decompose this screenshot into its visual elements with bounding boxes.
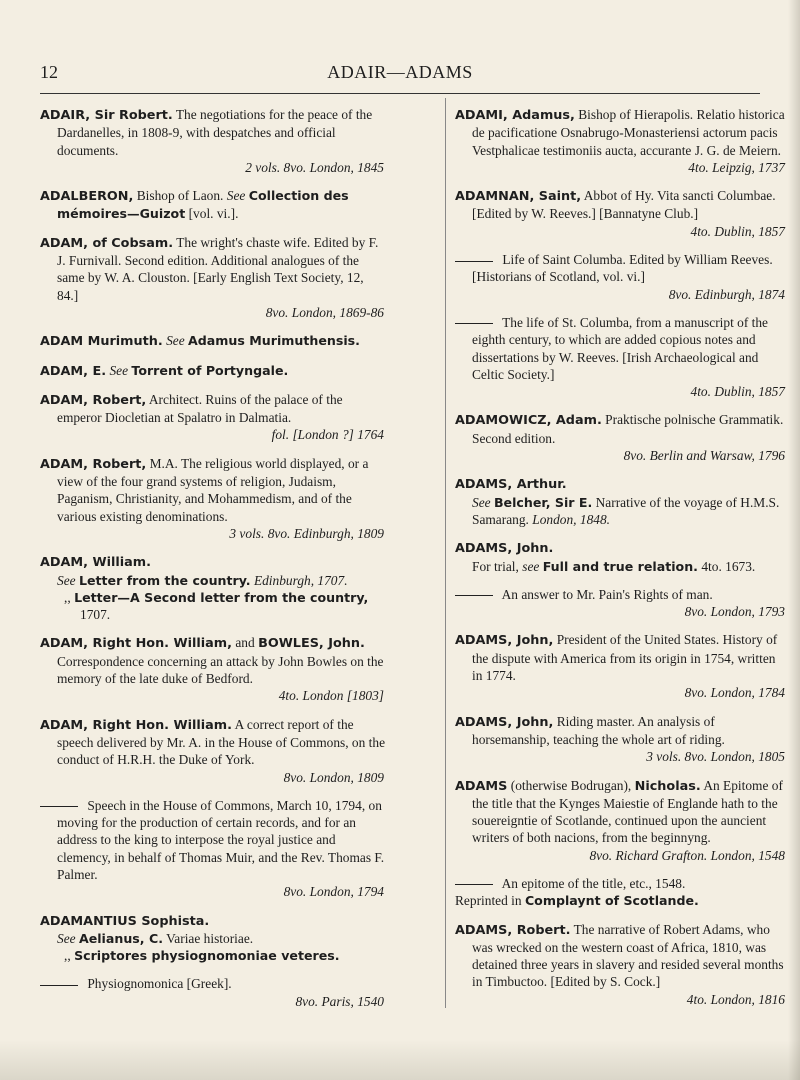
reprint-note: Reprinted in <box>455 893 522 909</box>
catalog-entry <box>40 362 388 380</box>
entry-imprint: 8vo. London, 1794 <box>283 884 384 900</box>
entry-heading-secondary: Nicholas. <box>634 778 701 794</box>
entry-heading-mid: (otherwise <box>510 777 568 793</box>
page-number: 12 <box>40 62 58 82</box>
entry-text: Riding master. An analysis of horsemanship, teaching the whole art of riding. <box>472 713 725 747</box>
entry-text: Bishop of Hierapolis. Relatio historica de pacificatione Osnabrugo-Monasteriensi actorum pacis Vestphalicae testimoniis aucta, accurante J. G. de Meiern. <box>472 107 785 158</box>
catalog-entry <box>455 875 789 910</box>
entry-imprint: 4to. Dublin, 1857 <box>690 384 785 400</box>
entry-imprint: 8vo. London, 1869-86 <box>265 304 384 320</box>
catalog-entry <box>40 634 388 704</box>
see-label: See <box>57 930 76 946</box>
entry-imprint: 4to. Leipzig, 1737 <box>688 159 785 175</box>
entry-heading: ADAM, Right Hon. William. <box>40 717 232 733</box>
entry-text: Abbot of Hy. Vita sancti Columbae. [Edited by W. Reeves.] [Bannatyne Club.] <box>472 188 776 222</box>
catalog-entry <box>455 921 789 1008</box>
catalog-entry <box>40 391 388 444</box>
cross-reference-link[interactable]: Belcher, Sir E. <box>493 494 593 510</box>
catalog-entry <box>40 716 388 786</box>
entry-heading: ADAMS, John. <box>455 541 554 557</box>
see-tail: Variae historiae. <box>166 930 254 946</box>
cross-reference-link[interactable]: Collection des mémoires—Guizot <box>57 188 349 222</box>
catalog-entry <box>40 797 388 901</box>
catalog-entry <box>455 251 789 303</box>
entry-heading: ADAMS, John, <box>455 633 554 649</box>
catalog-entry <box>40 234 388 321</box>
entry-text: Praktische polnische Grammatik. Second edition. <box>472 412 784 446</box>
catalog-entry <box>40 912 388 965</box>
ditto-dash <box>455 261 493 262</box>
see-tail: [vol. vi.]. <box>188 206 239 222</box>
entry-heading: ADAM, Robert, <box>40 456 147 472</box>
entry-text: Architect. Ruins of the palace of the emperor Diocletian at Spalatro in Dalmatia. <box>57 391 343 426</box>
entry-heading: ADAMOWICZ, Adam. <box>455 413 602 429</box>
entry-heading: ADAMANTIUS Sophista. <box>40 913 210 929</box>
entry-imprint: 8vo. London, 1809 <box>283 769 384 785</box>
catalog-entry <box>455 411 789 464</box>
see-label: see <box>522 558 540 574</box>
catalog-entry <box>40 187 388 223</box>
entry-heading: ADAM Murimuth. <box>40 334 163 350</box>
entry-text: An Epitome of the title that the Kynges Maiestie of Englande hath to the souereigntie of Scotlande, continued upon the auncient writers of both nacions, from the beginnyng. <box>472 777 783 846</box>
entry-imprint: 4to. London [1803] <box>278 688 384 704</box>
ditto-dash <box>455 595 493 596</box>
catalog-entry <box>455 187 789 240</box>
entry-heading: ADAIR, Sir Robert. <box>40 108 173 123</box>
entry-heading: ADAMI, Adamus, <box>455 108 575 123</box>
see-label: See <box>57 572 76 588</box>
entry-text: President of the United States. History of the dispute with America from its origin in 1754, written in 1774. <box>472 632 778 684</box>
left-column <box>40 106 388 1021</box>
catalog-entry <box>40 455 388 542</box>
catalog-entry <box>455 106 789 176</box>
entry-heading: ADAM, William. <box>40 555 151 571</box>
catalog-entry <box>40 106 388 176</box>
entry-heading: ADAM, Robert, <box>40 392 147 408</box>
cross-reference-link[interactable]: Aelianus, C. <box>78 930 163 946</box>
see-label: See <box>109 362 129 378</box>
see-label: See <box>166 333 185 349</box>
header-rule <box>40 93 760 94</box>
column-divider <box>445 98 446 1008</box>
see-tail: London, 1848. <box>532 511 610 527</box>
ditto-mark: ,, <box>64 589 71 605</box>
ditto-dash <box>40 985 78 986</box>
entry-heading-secondary: BOWLES, John. <box>258 636 365 652</box>
entry-text: M.A. The religious world displayed, or a view of the four grand systems of religion, Judaism, Paganism, Christianity, and Mohammedism, and of the various existing denominations. <box>57 455 369 524</box>
catalog-entry <box>455 586 789 621</box>
entry-imprint: 3 vols. 8vo. London, 1805 <box>646 749 785 765</box>
cross-reference-link[interactable]: Letter—A Second letter from the country, <box>74 589 369 605</box>
entry-heading: ADALBERON, <box>40 189 134 205</box>
cross-reference-link[interactable]: Complaynt of Scotlande. <box>524 893 699 909</box>
catalog-entry <box>40 975 388 1010</box>
entry-imprint: 8vo. Richard Grafton. London, 1548 <box>589 847 785 863</box>
catalog-entry <box>455 713 789 766</box>
entry-imprint: 3 vols. 8vo. Edinburgh, 1809 <box>229 525 384 541</box>
page-edge-shadow <box>788 0 800 1080</box>
see-tail: Edinburgh, 1707. <box>253 572 348 588</box>
cross-reference-link[interactable]: Letter from the country. <box>78 572 251 588</box>
catalog-entry <box>40 332 388 350</box>
see-label: See <box>472 494 491 510</box>
catalog-entry <box>455 777 789 864</box>
ditto-dash <box>455 323 493 324</box>
entry-imprint: 8vo. Berlin and Warsaw, 1796 <box>623 448 785 464</box>
entry-heading: ADAM, E. <box>40 363 107 379</box>
running-title: ADAIR—ADAMS <box>327 62 473 82</box>
entry-imprint: fol. [London ?] 1764 <box>271 427 384 443</box>
see-tail: Narrative of the voyage of H.M.S. Samarang. <box>472 494 780 527</box>
entry-heading-mid: Bodrugan), <box>570 777 632 793</box>
entry-imprint: 8vo. London, 1793 <box>684 604 785 620</box>
see-tail: 1707. <box>80 607 111 623</box>
entry-heading: ADAM, Right Hon. William, <box>40 636 232 652</box>
cross-reference-link[interactable]: Scriptores physiognomoniae veteres. <box>74 948 340 964</box>
right-column <box>455 106 789 1019</box>
entry-text: Life of Saint Columba. Edited by William Reeves. [Historians of Scotland, vol. vi.] <box>472 252 773 285</box>
catalog-entry <box>455 475 789 528</box>
entry-text: The life of St. Columba, from a manuscript of the eighth century, to which are added copious notes and dissertations by W. Reeves. [Irish Archaeological and Celtic Society.] <box>472 314 768 382</box>
entry-heading: ADAMS, Arthur. <box>455 477 567 493</box>
page-header <box>40 62 760 90</box>
entry-connector: and <box>235 635 255 651</box>
cross-reference-link[interactable]: Full and true relation. <box>542 558 698 574</box>
catalog-entry <box>455 314 789 400</box>
entry-imprint: 8vo. Paris, 1540 <box>295 993 384 1009</box>
cross-reference-link[interactable]: Torrent of Portyngale. <box>131 362 289 378</box>
entry-heading: ADAMS, Robert. <box>455 922 571 938</box>
entry-text: Speech in the House of Commons, March 10, 1794, on moving for the production of certain records, and for an address to the king to interpose the royal justice and clemency, in behalf of Thomas Muir, and the Rev. Thomas F. Palmer. <box>57 797 385 882</box>
entry-imprint: 8vo. Edinburgh, 1874 <box>668 286 785 302</box>
entry-imprint: 4to. London, 1816 <box>686 991 785 1007</box>
page-bottom-shadow <box>0 1040 800 1080</box>
entry-imprint: 4to. Dublin, 1857 <box>690 223 785 239</box>
entry-text: For trial, <box>472 558 519 574</box>
entry-text: Correspondence concerning an attack by John Bowles on the memory of the late duke of Bedford. <box>57 653 384 687</box>
entry-text: An epitome of the title, etc., 1548. <box>501 875 686 891</box>
entry-imprint: 2 vols. 8vo. London, 1845 <box>245 159 384 175</box>
ditto-mark: ,, <box>64 948 71 964</box>
entry-text: The negotiations for the peace of the Dardanelles, in 1808-9, with despatches and official documents. <box>57 107 373 158</box>
catalog-entry <box>455 539 789 575</box>
entry-heading: ADAMNAN, Saint, <box>455 189 582 205</box>
entry-text: An answer to Mr. Pain's Rights of man. <box>501 586 713 602</box>
cross-reference-link[interactable]: Adamus Murimuthensis. <box>188 333 360 349</box>
entry-heading: ADAMS <box>455 778 508 794</box>
catalog-entry <box>40 553 388 623</box>
entry-text: Bishop of Laon. <box>136 188 224 204</box>
catalog-entry <box>455 631 789 701</box>
see-tail: 4to. 1673. <box>701 558 756 574</box>
entry-text: Physiognomonica [Greek]. <box>87 976 232 992</box>
ditto-dash <box>40 806 78 807</box>
see-label: See <box>226 188 246 204</box>
entry-imprint: 8vo. London, 1784 <box>684 685 785 701</box>
ditto-dash <box>455 884 493 885</box>
entry-text: The wright's chaste wife. Edited by F. J. Furnivall. Second edition. Additional analogues of the same by W. A. Clouston. [Early English Text Society, 12, 84.] <box>57 234 379 303</box>
entry-text: A correct report of the speech delivered by Mr. A. in the House of Commons, on the conduct of H.R.H. the Duke of York. <box>57 716 386 768</box>
entry-text: The narrative of Robert Adams, who was wrecked on the western coast of Africa, 1810, was detained three years in slavery and resided several months in Timbuctoo. [Edited by S. Cock.] <box>472 921 784 990</box>
entry-heading: ADAM, of Cobsam. <box>40 235 174 251</box>
entry-heading: ADAMS, John, <box>455 714 554 730</box>
